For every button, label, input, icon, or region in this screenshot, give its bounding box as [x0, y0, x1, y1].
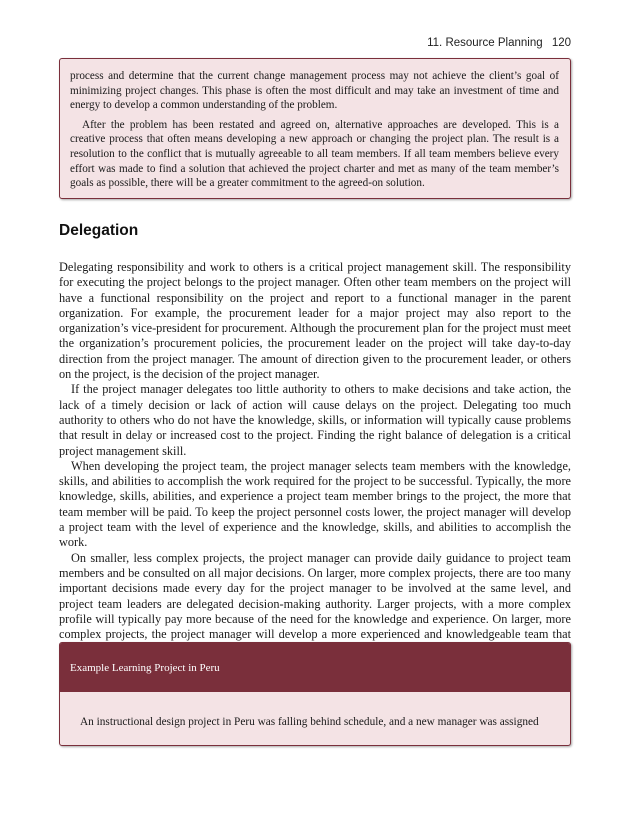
example-title-bar: [60, 643, 570, 692]
body-paragraph: Delegating responsibility and work to others is a critical project management skill. The responsibility for executing the project belongs to the project manager. Often other team members on the project will have a functional responsibility on the project and report to a functional manager in the parent organization. For example, the procurement leader for a major project may also report to the organization’s vice-president for procurement. Although the procurement plan for the project must meet the organization’s procurement policies, the procurement leader on the project will take day-to-day direction from the project manager. The amount of direction given to the procurement leader, or others on the project, is the decision of the project manager.: [59, 260, 571, 382]
continued-text-box: [59, 58, 571, 199]
example-text: An instructional design project in Peru was falling behind schedule, and a new manager was assigned: [80, 716, 539, 728]
running-title: 11. Resource Planning: [427, 37, 543, 49]
section-body: [59, 260, 571, 658]
body-paragraph: On smaller, less complex projects, the project manager can provide daily guidance to project team members and be consulted on all major decisions. On larger, more complex projects, there are too many important decisions made every day for the project manager to be involved at the same level, and project team leaders are delegated decision-making authority. Larger projects, with a more complex profile will typically pay more because of the need for the knowledge and experience. On larger, more complex projects, the project manager will develop a more experienced and knowledgeable team that: [59, 550, 571, 642]
box-paragraph: process and determine that the current change management process may not achieve the client’s goal of minimizing project changes. This phase is often the most difficult and may take an investment of time and energy to develop a common understanding of the problem.: [70, 70, 559, 112]
section-heading: Delegation: [59, 222, 139, 239]
example-title: Example Learning Project in Peru: [70, 661, 220, 674]
example-box: [59, 642, 571, 746]
body-paragraph: When developing the project team, the project manager selects team members with the knowledge, skills, and abilities to accomplish the work required for the project to be successful. Typically, the more knowledge, skills, abilities, and experience a project team member brings to the project, the more that team member will be paid. To keep the project personnel costs lower, the project manager will develop a project team with the level of experience and the knowledge, skills, and abilities to accomplish the work.: [59, 458, 571, 550]
box-paragraph: After the problem has been restated and agreed on, alternative approaches are developed. This is a creative process that often means developing a new approach or changing the project plan. The result is a resolution to the conflict that is mutually agreeable to all team members. If all team members believe every effort was made to find a solution that achieved the project charter and met as many of the team member’s goals as possible, there will be a greater commitment to the agreed-on solution.: [70, 118, 559, 190]
body-paragraph: If the project manager delegates too little authority to others to make decisions and take action, the lack of a timely decision or lack of action will cause delays on the project. Delegating too much authority to others who do not have the knowledge, skills, or information will typically cause problems that result in delay or increased cost to the project. Finding the right balance of delegation is a critical project management skill.: [59, 382, 571, 458]
page-number: 120: [551, 37, 571, 49]
running-header: [427, 37, 571, 49]
